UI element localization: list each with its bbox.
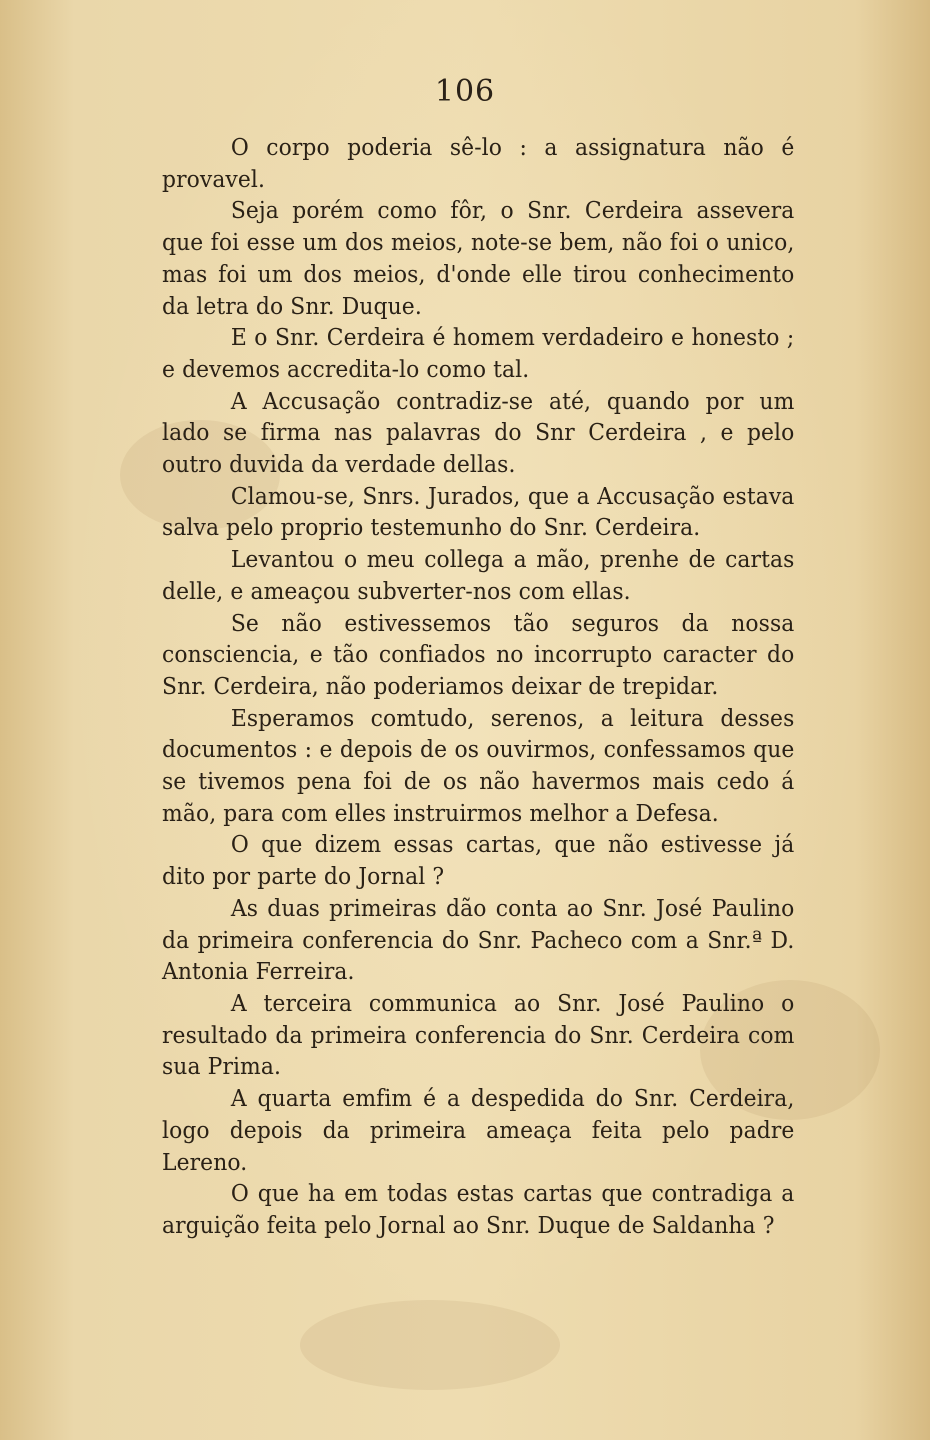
- page-number: 106: [434, 74, 496, 109]
- paragraph: Clamou-se, Snrs. Jurados, que a Accusação estava salva pelo proprio testemunho do Snr. Cerdeira.: [162, 481, 795, 542]
- paragraph: O que dizem essas cartas, que não estivesse já dito por parte do Jornal ?: [162, 830, 795, 891]
- paragraph: Levantou o meu collega a mão, prenhe de cartas delle, e ameaçou subverter-nos com ellas.: [162, 545, 795, 605]
- paragraph: A terceira communica ao Snr. José Paulino o resultado da primeira conferencia do Snr. Cerdeira com sua Prima.: [162, 988, 795, 1081]
- paragraph: O corpo poderia sê-lo : a assignatura não é provavel.: [162, 133, 795, 193]
- paragraph: Se não estivessemos tão seguros da nossa consciencia, e tão confiados no incorrupto caracter do Snr. Cerdeira, não poderiamos deixar de trepidar.: [162, 608, 795, 700]
- paragraph: A quarta emfim é a despedida do Snr. Cerdeira, logo depois da primeira ameaça feita pelo padre Lereno.: [162, 1084, 795, 1176]
- paper-stain: [300, 1300, 560, 1390]
- paragraph: As duas primeiras dão conta ao Snr. José Paulino da primeira conferencia do Snr. Pacheco com a Snr.ª D. Antonia Ferreira.: [162, 893, 795, 986]
- body-text: [162, 132, 794, 1242]
- paragraph: O que ha em todas estas cartas que contradiga a arguição feita pelo Jornal ao Snr. Duque de Saldanha ?: [162, 1179, 795, 1239]
- paragraph: Esperamos comtudo, serenos, a leitura desses documentos : e depois de os ouvirmos, confessamos que se tivemos pena foi de os não havermos mais cedo á mão, para com elles instruirmos melhor a Defesa.: [162, 703, 795, 827]
- paragraph: A Accusação contradiz-se até, quando por um lado se firma nas palavras do Snr Cerdeira , e pelo outro duvida da verdade dellas.: [162, 386, 795, 479]
- paragraph: E o Snr. Cerdeira é homem verdadeiro e honesto ; e devemos accredita-lo como tal.: [162, 323, 795, 383]
- paragraph: Seja porém como fôr, o Snr. Cerdeira assevera que foi esse um dos meios, note-se bem, não foi o unico, mas foi um dos meios, d'onde elle tirou conhecimento da letra do Snr. Duque.: [162, 196, 795, 320]
